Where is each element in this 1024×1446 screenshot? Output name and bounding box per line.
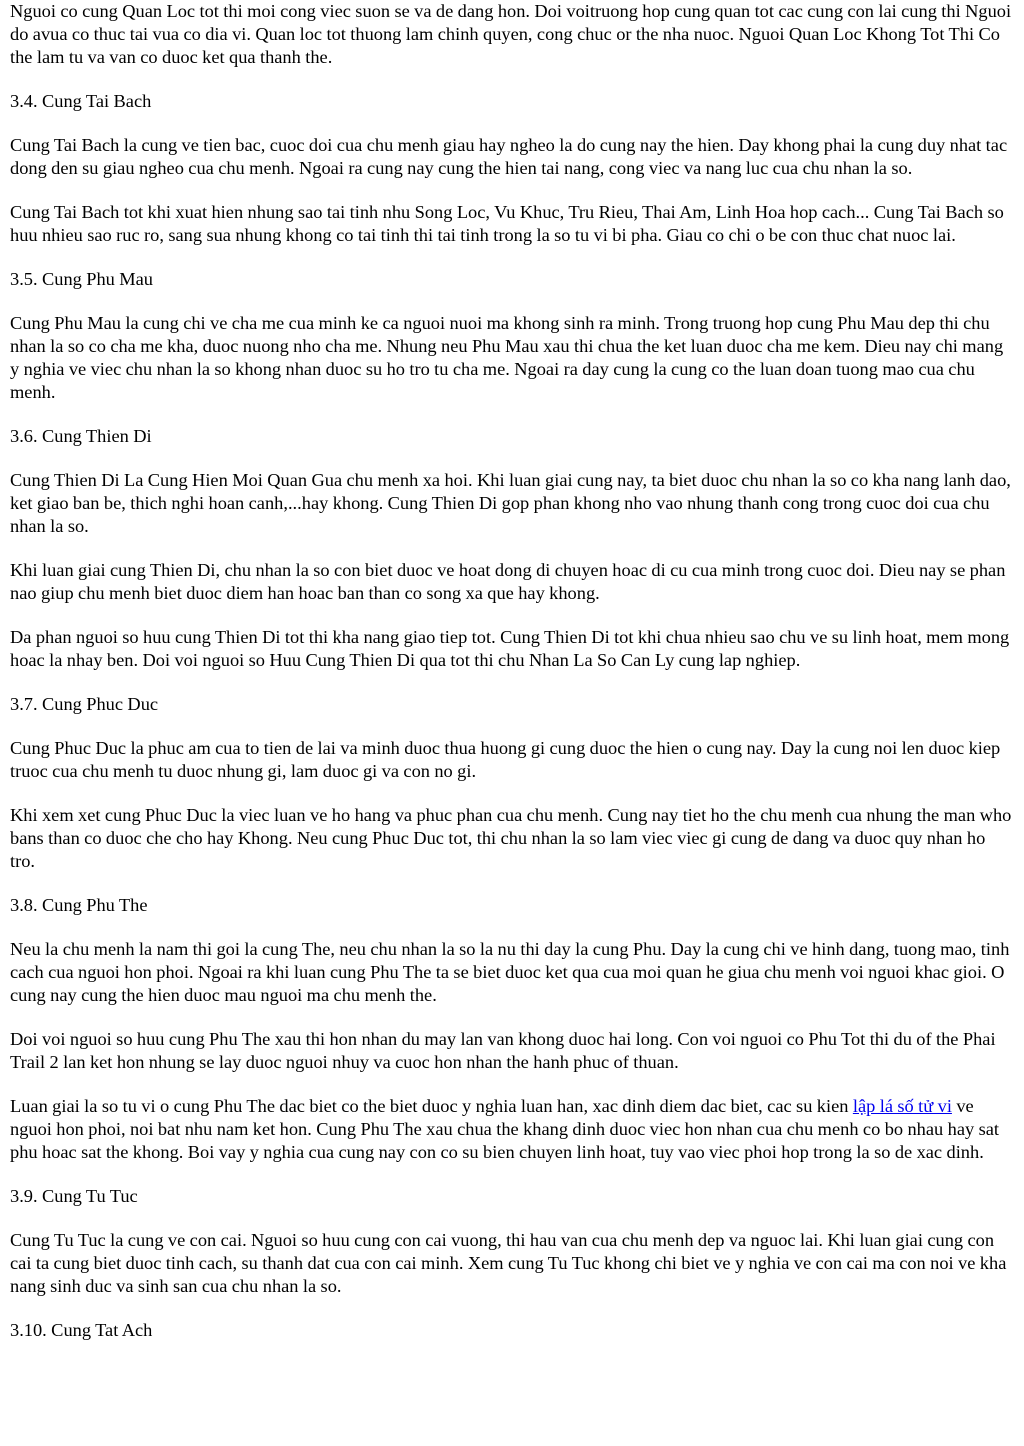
paragraph-phuc-duc-2: Khi xem xet cung Phuc Duc la viec luan ve ho hang va phuc phan cua chu menh. Cung nay tiet ho the chu menh cua nhung the man who bans than co duoc che cho hay Khong. Neu cung Phuc Duc tot, thi chu nhan la so lam viec viec gi cung de dang va duoc quy nhan ho tro. (10, 805, 1012, 871)
paragraph-phu-the-1: Neu la chu menh la nam thi goi la cung The, neu chu nhan la so la nu thi day la cung Phu. Day la cung chi ve hinh dang, tuong mao, tinh cach cua nguoi hon phoi. Ngoai ra khi luan cung Phu The ta se biet duoc ket qua cua moi quan he giua chu menh voi nguoi khac gioi. O cung nay cung the hien duoc mau nguoi ma chu menh the. (10, 939, 1010, 1005)
heading-cung-tai-bach: 3.4. Cung Tai Bach (10, 91, 152, 111)
paragraph-phuc-duc-1: Cung Phuc Duc la phuc am cua to tien de lai va minh duoc thua huong gi cung duoc the hien o cung nay. Day la cung noi len duoc kiep truoc cua chu menh tu duoc nhung gi, lam duoc gi va con no gi. (10, 738, 1001, 781)
heading-cung-phuc-duc: 3.7. Cung Phuc Duc (10, 694, 159, 714)
heading-cung-phu-the: 3.8. Cung Phu The (10, 895, 148, 915)
lap-la-so-tu-vi-link[interactable]: lập lá số tử vi (852, 1096, 952, 1116)
paragraph-thien-di-2: Khi luan giai cung Thien Di, chu nhan la so con biet duoc ve hoat dong di chuyen hoac di cu cua minh trong cuoc doi. Dieu nay se phan nao giup chu menh biet duoc diem han hoac ban than co song xa que hay khong. (10, 560, 1006, 603)
paragraph-phu-the-3-before: Luan giai la so tu vi o cung Phu The dac biet co the biet duoc y nghia luan han, xac dinh diem dac biet, cac su kien (10, 1096, 853, 1116)
paragraph-tai-bach-2: Cung Tai Bach tot khi xuat hien nhung sao tai tinh nhu Song Loc, Vu Khuc, Tru Rieu, Thai Am, Linh Hoa hop cach... Cung Tai Bach so huu nhieu sao ruc ro, sang sua nhung khong co tai tinh thi tai tinh trong la so tu vi bi pha. Giau co chi o be con thuc chat nuoc lai. (10, 202, 1004, 245)
paragraph-phu-the-3 (10, 1095, 1014, 1164)
paragraph-tai-bach-1: Cung Tai Bach la cung ve tien bac, cuoc doi cua chu menh giau hay ngheo la do cung nay the hien. Day khong phai la cung duy nhat tac dong den su giau ngheo cua chu menh. Ngoai ra cung nay cung the hien tai nang, cong viec va nang luc cua chu nhan la so. (10, 135, 1008, 178)
heading-cung-phu-mau: 3.5. Cung Phu Mau (10, 269, 153, 289)
paragraph-thien-di-1: Cung Thien Di La Cung Hien Moi Quan Gua chu menh xa hoi. Khi luan giai cung nay, ta biet duoc chu nhan la so co kha nang lanh dao, ket giao ban be, thich nghi hoan canh,...hay khong. Cung Thien Di gop phan khong nho vao nhung thanh cong trong cuoc doi cua chu nhan la so. (10, 470, 1011, 536)
heading-cung-tu-tuc: 3.9. Cung Tu Tuc (10, 1186, 138, 1206)
paragraph-thien-di-3: Da phan nguoi so huu cung Thien Di tot thi kha nang giao tiep tot. Cung Thien Di tot khi chua nhieu sao chu ve su linh hoat, mem mong hoac la nhay ben. Doi voi nguoi so Huu Cung Thien Di qua tot thi chu Nhan La So Can Ly cung lap nghiep. (10, 627, 1010, 670)
paragraph-tu-tuc: Cung Tu Tuc la cung ve con cai. Nguoi so huu cung con cai vuong, thi hau van cua chu menh dep va nguoc lai. Khi luan giai cung con cai ta cung biet duoc tinh cach, su thanh dat cua con cai minh. Xem cung Tu Tuc khong chi biet ve y nghia ve con cai ma con noi ve kha nang sinh duc va sinh san cua chu nhan la so. (10, 1230, 1007, 1296)
paragraph-phu-the-3-after: ve nguoi hon phoi, noi bat nhu nam ket hon. Cung Phu The xau chua the khang dinh duoc viec hon nhan cua chu menh co bo nhau hay sat phu hoac sat the khong. Boi vay y nghia cua cung nay con co su bien chuyen linh hoat, tuy vao viec phoi hop trong la so de xac dinh. (10, 1096, 1000, 1162)
heading-cung-thien-di: 3.6. Cung Thien Di (10, 426, 152, 446)
heading-cung-tat-ach: 3.10. Cung Tat Ach (10, 1320, 153, 1340)
paragraph-phu-the-2: Doi voi nguoi so huu cung Phu The xau thi hon nhan du may lan van khong duoc hai long. Con voi nguoi co Phu Tot thi du of the Phai Trail 2 lan ket hon nhung se lay duoc nguoi nhuy va cuoc hon nhan the hanh phuc of thuan. (10, 1029, 996, 1072)
paragraph-quan-loc-intro: Nguoi co cung Quan Loc tot thi moi cong viec suon se va de dang hon. Doi voitruong hop cung quan tot cac cung con lai cung thi Nguoi do avua co thuc tai vua co dia vi. Quan loc tot thuong lam chinh quyen, cong chuc or the nha nuoc. Nguoi Quan Loc Khong Tot Thi Co the lam tu va van co duoc ket qua thanh the. (10, 1, 1012, 67)
paragraph-phu-mau: Cung Phu Mau la cung chi ve cha me cua minh ke ca nguoi nuoi ma khong sinh ra minh. Trong truong hop cung Phu Mau dep thi chu nhan la so co cha me kha, duoc nuong nho cha me. Nhung neu Phu Mau xau thi chua the ket luan duoc cha me kem. Dieu nay chi mang y nghia ve viec chu nhan la so khong nhan duoc su ho tro tu cha me. Ngoai ra day cung la cung co the luan doan tuong mao cua chu menh. (10, 313, 1004, 402)
